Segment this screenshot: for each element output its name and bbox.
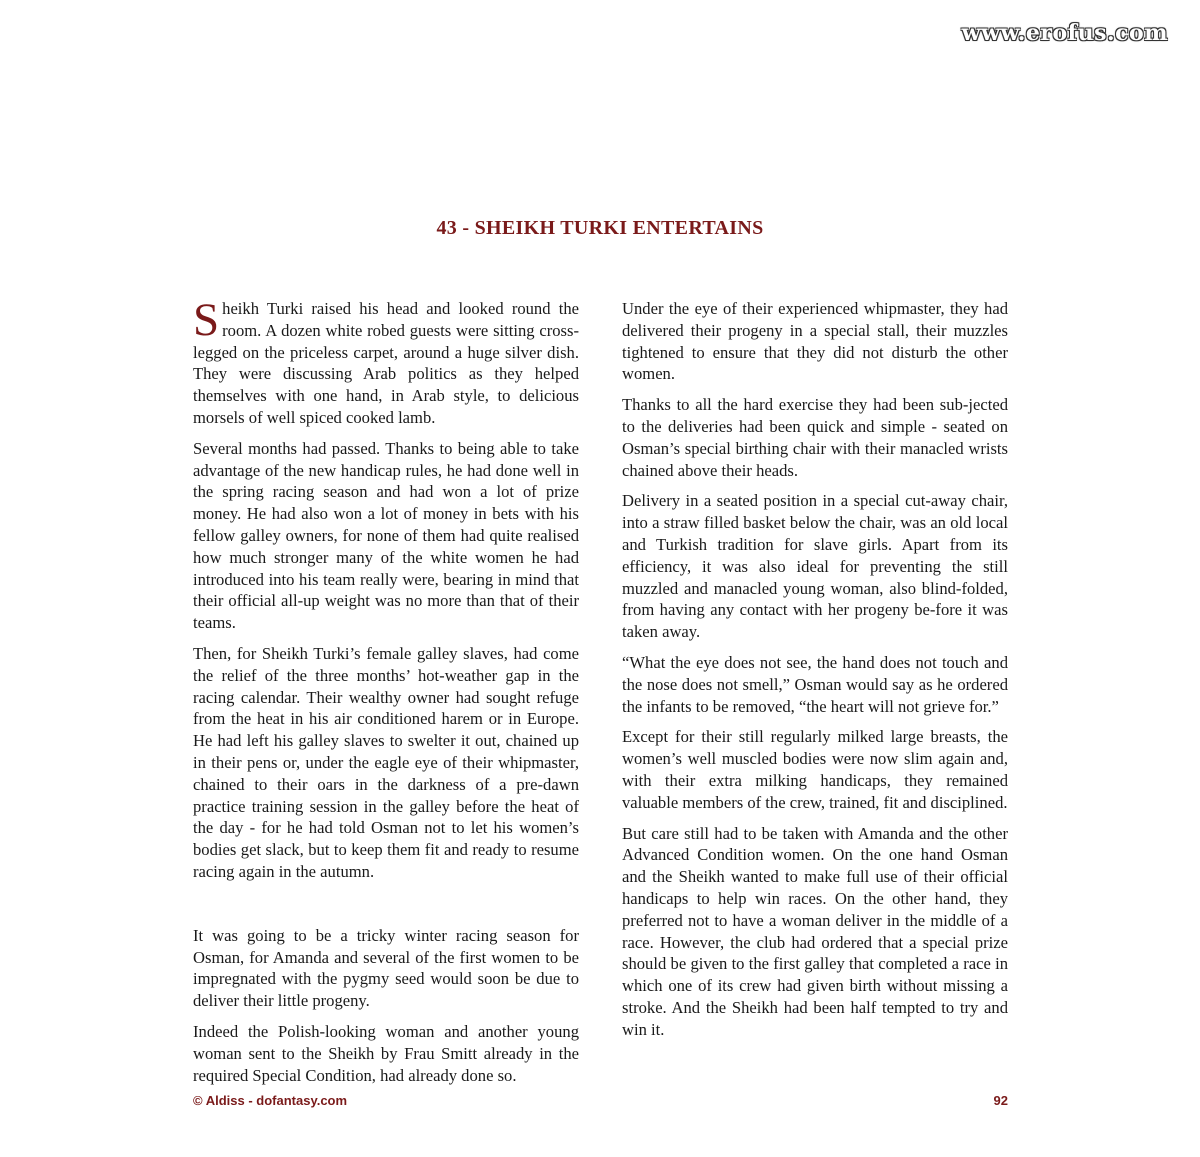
- left-column: [193, 294, 579, 1095]
- paragraph: Indeed the Polish-looking woman and another young woman sent to the Sheikh by Frau Smitt already in the required Special Condition, had already done so.: [193, 1021, 579, 1085]
- watermark: www.erofus.com: [961, 20, 1168, 46]
- drop-cap: S: [193, 294, 220, 346]
- paragraph: Then, for Sheikh Turki’s female galley slaves, had come the relief of the three months’ hot-weather gap in the racing calendar. Their wealthy owner had sought refuge from the heat in his air conditioned harem or in Europe. He had left his galley slaves to swelter it out, chained up in their pens or, under the eagle eye of their whipmaster, chained to their oars in the darkness of a pre-dawn practice training session in the galley before the heat of the day - for he had told Osman not to let his women’s bodies get slack, but to keep them fit and ready to resume racing again in the autumn.: [193, 643, 579, 881]
- paragraph: Delivery in a seated position in a special cut-away chair, into a straw filled basket below the chair, was an old local and Turkish tradition for slave girls. Apart from its efficiency, it was also ideal for preventing the still muzzled and manacled young woman, also blind-folded, from having any contact with her progeny be-fore it was taken away.: [622, 491, 1008, 642]
- page-number: 92: [993, 1093, 1008, 1108]
- paragraph: But care still had to be taken with Amanda and the other Advanced Condition women. On the one hand Osman and the Sheikh wanted to make full use of their official handicaps to help win races. On the other hand, they preferred not to have a woman deliver in the middle of a race. However, the club had ordered that a special prize should be given to the first galley that completed a race in which one of its crew had given birth without missing a stroke. And the Sheikh had been half tempted to try and win it.: [622, 823, 1008, 1039]
- footer-copyright: © Aldiss - dofantasy.com: [193, 1093, 348, 1108]
- paragraph-text: heikh Turki raised his head and looked round the room. A dozen white robed guests were sitting cross-legged on the priceless carpet, around a huge silver dish. They were discussing Arab politics as they helped themselves with one hand, in Arab style, to delicious morsels of well spiced cooked lamb.: [193, 299, 579, 427]
- paragraph: It was going to be a tricky winter racing season for Osman, for Amanda and several of the first women to be impregnated with the pygmy seed would soon be due to deliver their little progeny.: [193, 925, 579, 1011]
- paragraph: Several months had passed. Thanks to being able to take advantage of the new handicap rules, he had done well in the spring racing season and had won a lot of prize money. He had also won a lot of money in bets with his fellow galley owners, for none of them had quite realised how much stronger many of the white women he had introduced into his team really were, bearing in mind that their official all-up weight was no more than that of their teams.: [193, 438, 579, 633]
- paragraph: Under the eye of their experienced whipmaster, they had delivered their progeny in a special stall, their muzzles tightened to ensure that they did not disturb the other women.: [622, 299, 1008, 384]
- paragraph: “What the eye does not see, the hand does not touch and the nose does not smell,” Osman would say as he ordered the infants to be removed, “the heart will not grieve for.”: [622, 652, 1008, 716]
- paragraph: Except for their still regularly milked large breasts, the women’s well muscled bodies were now slim again and, with their extra milking handicaps, they remained valuable members of the crew, trained, fit and disciplined.: [622, 727, 1008, 812]
- chapter-title: 43 - SHEIKH TURKI ENTERTAINS: [436, 217, 764, 239]
- paragraph: Thanks to all the hard exercise they had been sub-jected to the deliveries had been quick and simple - seated on Osman’s special birthing chair with their manacled wrists chained above their heads.: [622, 395, 1008, 480]
- right-column: [622, 298, 1008, 1050]
- paragraph: [193, 294, 579, 429]
